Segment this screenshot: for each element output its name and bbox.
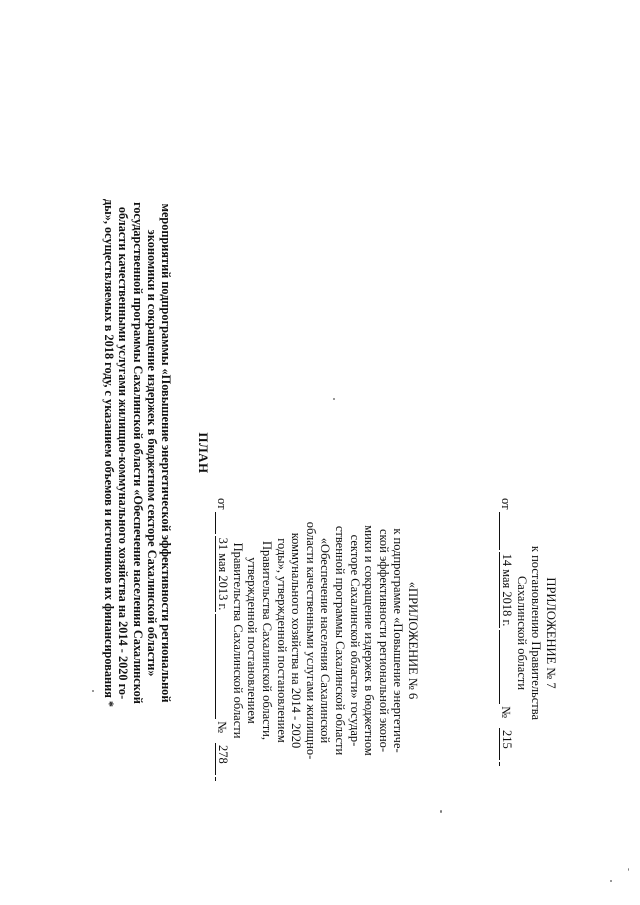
appendix-6-line: утвержденной постановлением [245,556,260,724]
plan-section [101,58,210,848]
appendix-6-date: 31 мая 2013 г. [216,537,231,610]
appendix-7-line-2: Сахалинской области [514,575,529,690]
scan-speck [610,880,612,882]
appendix-6-number: 278 [215,743,231,775]
appendix-6-line: «Обеспечение населения Сахалинской [318,537,333,743]
appendix-7-from: от [499,497,514,510]
underline [499,762,500,766]
appendix-7-line-1: к постановлению Правительства [529,545,544,720]
appendix-6-line: к подпрограмме «Повышение энергетиче- [391,527,406,753]
scan-speck [333,398,335,400]
underline [215,511,216,533]
appendix-6-line: секторе Сахалинской области» государ- [347,534,362,746]
plan-description [101,58,173,848]
scan-speck [440,810,442,813]
underline [215,777,216,781]
appendix-6-num-sign: № [215,720,230,733]
appendix-7-number: 215 [499,728,515,760]
underline [215,614,216,719]
appendix-7-header [499,498,558,768]
scan-speck [92,690,94,692]
plan-line: мероприятий подпрограммы «Повышение энергетической эффективности региональной [159,203,174,702]
appendix-6-line: Правительства Сахалинской области [230,542,245,738]
appendix-6-line: коммунального хозяйства на 2014 - 2020 [289,532,304,748]
appendix-7-num-sign: № [499,705,514,718]
appendix-7-date-line [499,498,515,768]
appendix-6-line: ской эффективности региональной эконо- [376,528,391,752]
plan-line: экономики и сокращение издержек в бюджетном секторе Сахалинской области» [145,229,159,676]
plan-line: государственной программы Сахалинской области «Обеспечение населения Сахалинской [130,201,145,704]
appendix-6-line: области качественными услугами жилищно- [303,521,318,759]
appendix-7-title: ПРИЛОЖЕНИЕ № 7 [544,576,558,689]
scan-speck [628,868,629,871]
plan-title: ПЛАН [196,431,211,474]
appendix-6-date-line [215,498,231,783]
appendix-7-date: 14 мая 2018 г. [500,553,515,626]
appendix-6-line: мики и сокращение издержек в бюджетном [362,524,377,756]
appendix-6-header [215,498,420,783]
appendix-6-from: от [215,497,230,510]
plan-line: ды», осуществляемых в 2018 году, с указанием объемов и источников их финансирования * [101,198,116,707]
document-page [20,28,620,878]
plan-line: области качественными услугами жилищно-коммунального хозяйства на 2014 - 2020 го- [116,206,131,699]
underline [499,511,500,549]
appendix-6-title: «ПРИЛОЖЕНИЕ № 6 [406,581,420,699]
appendix-6-line: Правительства Сахалинской области, [260,540,275,740]
underline [499,630,500,704]
appendix-6-line: ственной программы Сахалинской области [333,525,348,755]
appendix-6-line: годы», утвержденной постановлением [274,537,289,743]
